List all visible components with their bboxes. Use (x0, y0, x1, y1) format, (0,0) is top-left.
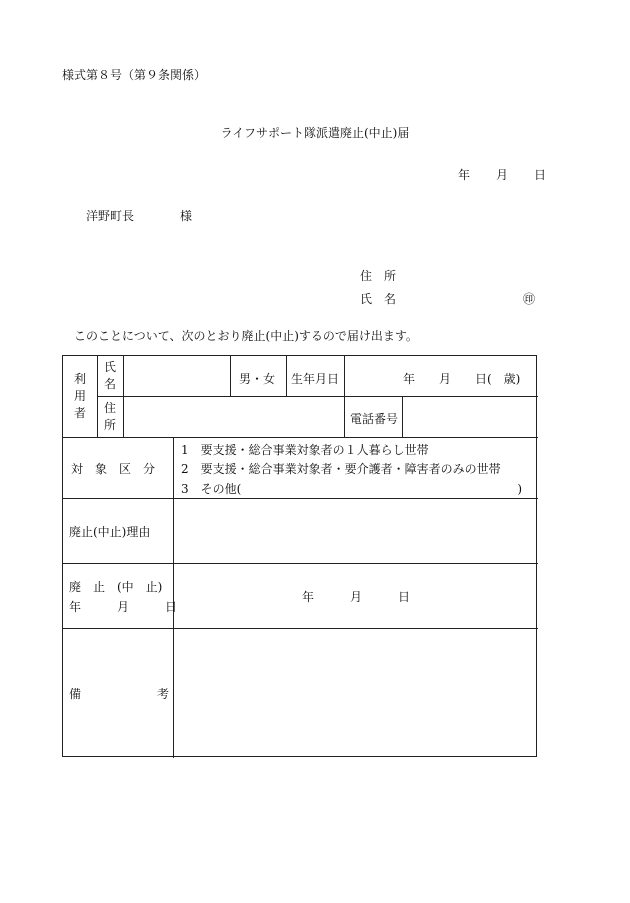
phone-label: 電話番号 (350, 412, 399, 426)
col-line-user (97, 356, 98, 437)
user-label-char-3: 者 (73, 406, 86, 420)
seal-mark: ㊞ (523, 292, 536, 306)
remarks-label-first: 備 (69, 687, 82, 701)
row-line-name (97, 396, 538, 397)
reason-label: 廃止(中止)理由 (69, 525, 151, 539)
addressee-honorific: 様 (180, 209, 193, 223)
addressee (86, 207, 192, 224)
user-label-char-1: 利 (73, 372, 86, 386)
birthdate-value: 年 月 日( 歳) (403, 372, 521, 386)
date-day: 日 (534, 168, 547, 182)
submission-date (458, 166, 546, 183)
address-label-char-1: 住 (103, 401, 116, 415)
date-year: 年 (458, 168, 471, 182)
end-date-day: 日 (398, 590, 411, 604)
end-date-label-line-1: 廃 止 (中 止) (69, 580, 163, 594)
form-number: 様式第８号（第９条関係） (62, 68, 207, 82)
category-label: 対 象 区 分 (71, 462, 156, 476)
row-line-user (63, 437, 538, 438)
applicant-address-label: 住 所 (360, 269, 397, 283)
category-option-1: 1 要支援・総合事業対象者の１人暮らし世帯 (181, 443, 429, 457)
end-date-month: 月 (350, 590, 363, 604)
remarks-label-second: 考 (157, 687, 170, 701)
end-date-year: 年 (302, 590, 315, 604)
notification-table (62, 355, 537, 757)
address-label (103, 400, 117, 434)
document-title: ライフサポート隊派遣廃止(中止)届 (220, 126, 410, 140)
col-line-phone (402, 396, 403, 437)
category-option-2: 2 要支援・総合事業対象者・要介護者・障害者のみの世帯 (181, 462, 501, 476)
name-label-char-1: 氏 (103, 360, 116, 374)
col-line-gender (230, 356, 231, 396)
user-label-char-2: 用 (73, 389, 86, 403)
user-label (73, 371, 87, 422)
row-line-reason (63, 563, 538, 564)
name-label-char-2: 名 (103, 377, 116, 391)
category-option-3: 3 その他( ) (181, 482, 523, 496)
gender-option: 男・女 (239, 372, 276, 386)
col-line-label (123, 356, 124, 437)
address-label-char-2: 所 (103, 418, 116, 432)
row-line-enddate (63, 628, 538, 629)
name-label (103, 359, 117, 393)
col-line-birth-value (344, 356, 345, 437)
date-month: 月 (496, 168, 509, 182)
addressee-name: 洋野町長 (86, 209, 135, 223)
birthdate-label: 生年月日 (291, 372, 340, 386)
applicant-name-label: 氏 名 (360, 292, 397, 306)
row-line-category (63, 498, 538, 499)
end-date-label-line-2: 年 月 日 (69, 600, 178, 614)
col-line-birth-label (286, 356, 287, 396)
statement-text: このことについて、次のとおり廃止(中止)するので届け出ます。 (74, 329, 418, 343)
